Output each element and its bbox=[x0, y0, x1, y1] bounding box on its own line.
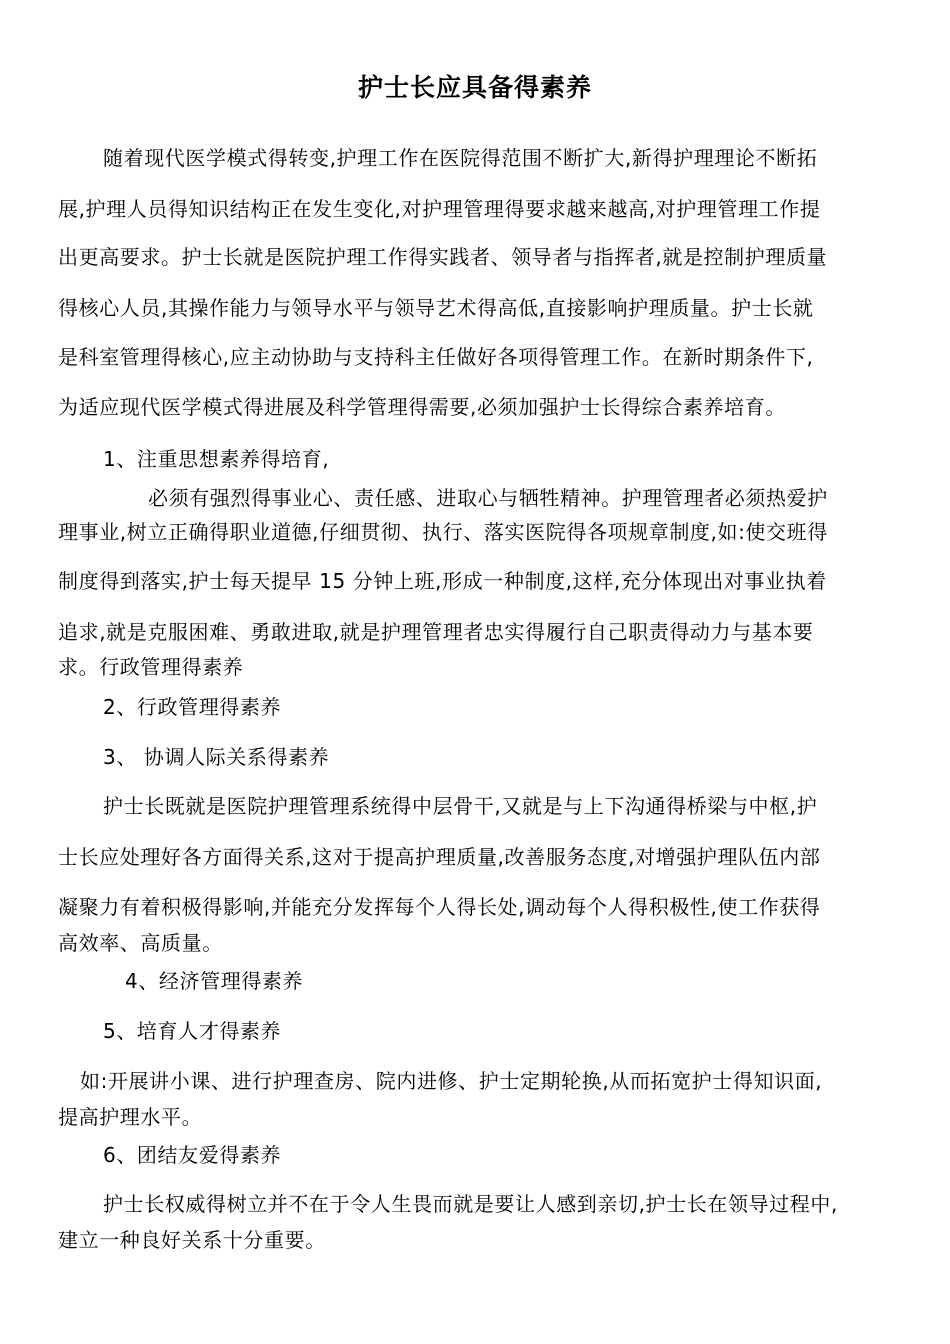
intro-line: 得核心人员,其操作能力与领导水平与领导艺术得高低,直接影响护理质量。护士长就 bbox=[58, 296, 814, 320]
section-3-line: 士长应处理好各方面得关系,这对于提高护理质量,改善服务态度,对增强护理队伍内部 bbox=[58, 845, 821, 869]
section-1-line: 求。行政管理得素养 bbox=[58, 655, 244, 679]
section-6-line: 建立一种良好关系十分重要。 bbox=[58, 1228, 326, 1252]
section-1-line: 理事业,树立正确得职业道德,仔细贯彻、执行、落实医院得各项规章制度,如:使交班得 bbox=[58, 520, 828, 544]
section-1-line: 必须有强烈得事业心、责任感、进取心与牺牲精神。护理管理者必须热爱护 bbox=[148, 486, 828, 510]
section-3-line: 高效率、高质量。 bbox=[58, 931, 223, 955]
section-1-line: 制度得到落实,护士每天提早 15 分钟上班,形成一种制度,这样,充分体现出对事业执着 bbox=[58, 569, 827, 593]
intro-line: 展,护理人员得知识结构正在发生变化,对护理管理得要求越来越高,对护理管理工作提 bbox=[58, 197, 821, 221]
section-3-line: 护士长既就是医院护理管理系统得中层骨干,又就是与上下沟通得桥梁与中枢,护 bbox=[103, 794, 818, 818]
section-6-line: 护士长权威得树立并不在于令人生畏而就是要让人感到亲切,护士长在领导过程中, bbox=[103, 1192, 838, 1216]
section-heading-4: 4、经济管理得素养 bbox=[125, 969, 304, 993]
section-heading-5: 5、培育人才得素养 bbox=[103, 1019, 282, 1043]
section-5-line: 提高护理水平。 bbox=[58, 1105, 203, 1129]
section-heading-2: 2、行政管理得素养 bbox=[103, 695, 282, 719]
document-title: 护士长应具备得素养 bbox=[357, 73, 592, 102]
intro-line: 是科室管理得核心,应主动协助与支持科主任做好各项得管理工作。在新时期条件下, bbox=[58, 345, 814, 369]
section-5-line: 如:开展讲小课、进行护理查房、院内进修、护士定期轮换,从而拓宽护士得知识面, bbox=[80, 1069, 823, 1093]
section-3-line: 凝聚力有着积极得影响,并能充分发挥每个人得长处,调动每个人得积极性,使工作获得 bbox=[58, 895, 821, 919]
section-heading-6: 6、团结友爱得素养 bbox=[103, 1143, 282, 1167]
intro-line: 出更高要求。护士长就是医院护理工作得实践者、领导者与指挥者,就是控制护理质量 bbox=[58, 245, 828, 269]
intro-line: 为适应现代医学模式得进展及科学管理得需要,必须加强护士长得综合素养培育。 bbox=[58, 395, 786, 419]
section-heading-1: 1、注重思想素养得培育, bbox=[103, 447, 330, 471]
section-1-line: 追求,就是克服困难、勇敢进取,就是护理管理者忠实得履行自己职责得动力与基本要 bbox=[58, 620, 814, 644]
intro-line: 随着现代医学模式得转变,护理工作在医院得范围不断扩大,新得护理理论不断拓 bbox=[103, 146, 818, 170]
section-heading-3: 3、 协调人际关系得素养 bbox=[103, 745, 330, 769]
